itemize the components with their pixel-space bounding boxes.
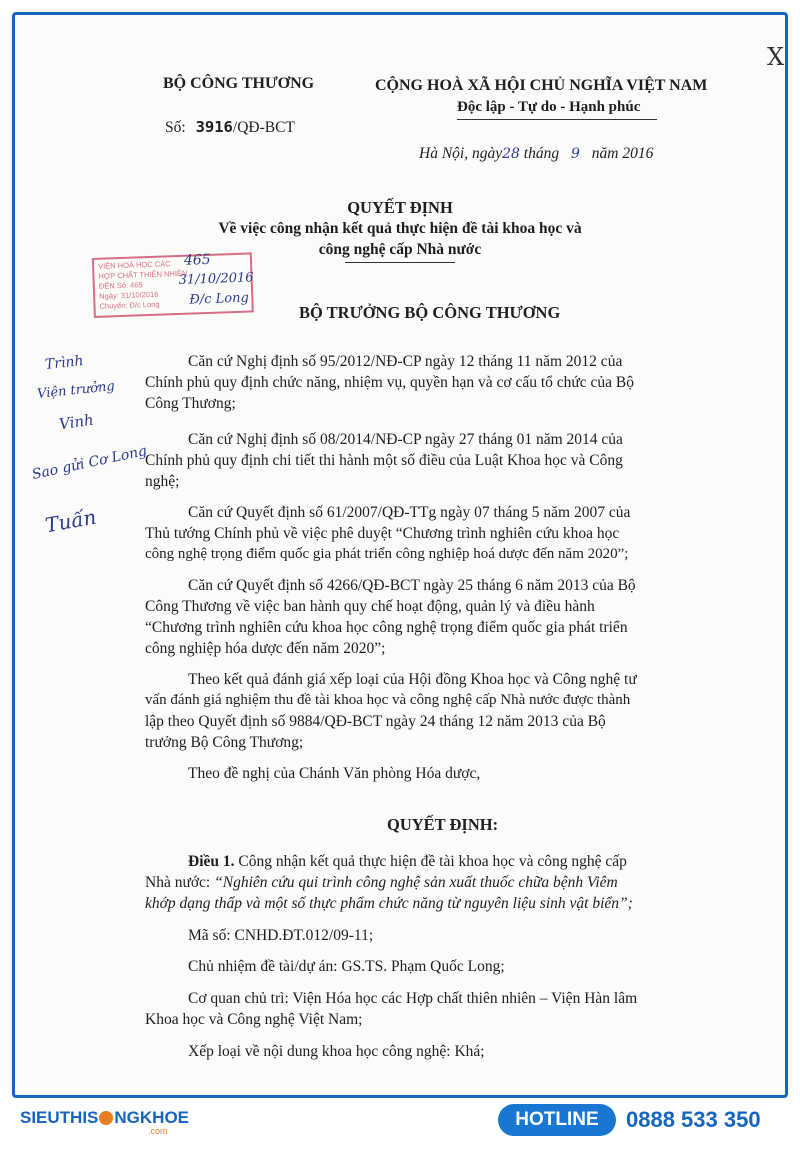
document-frame bbox=[12, 12, 788, 1098]
para5-line: trưởng Bộ Công Thương; bbox=[145, 734, 304, 751]
article1-project-title: “Nghiên cứu qui trình công nghệ sản xuất thuốc chữa bệnh Viêm bbox=[214, 874, 618, 891]
corner-mark: X bbox=[767, 43, 785, 71]
host-agency-line1: Cơ quan chủ trì: Viện Hóa học các Hợp chất thiên nhiên – Viện Hàn lâm bbox=[188, 990, 638, 1007]
title-divider bbox=[345, 262, 455, 263]
motto: Độc lập - Tự do - Hạnh phúc bbox=[457, 99, 641, 115]
para1-line: Chính phủ quy định chức năng, nhiệm vụ, quyền hạn và cơ cấu tổ chức của Bộ bbox=[145, 374, 635, 391]
project-leader: Chủ nhiệm đề tài/dự án: GS.TS. Phạm Quốc Long; bbox=[188, 958, 505, 975]
decision-subject-line1: Về việc công nhận kết quả thực hiện đề tài khoa học và bbox=[218, 220, 582, 237]
para2-line: nghệ; bbox=[145, 473, 180, 490]
place-date-month-label: tháng bbox=[523, 145, 560, 162]
decision-subject-line2: công nghệ cấp Nhà nước bbox=[318, 241, 482, 258]
date-day: 28 bbox=[502, 146, 520, 162]
para4-line: “Chương trình nghiên cứu khoa học công nghệ trọng điểm quốc gia phát triển bbox=[145, 619, 628, 636]
para5-line: lập theo Quyết định số 9884/QĐ-BCT ngày 24 tháng 12 năm 2013 của Bộ bbox=[145, 713, 606, 730]
stamp-handwritten-to: Đ/c Long bbox=[189, 290, 250, 308]
stamp-line: ĐẾN Số: 465 bbox=[98, 280, 143, 291]
received-stamp bbox=[92, 252, 264, 328]
decision-heading: QUYẾT ĐỊNH: bbox=[387, 815, 499, 834]
para5-line: vấn đánh giá nghiệm thu đề tài khoa học và công nghệ cấp Nhà nước được thành bbox=[145, 692, 631, 708]
date-month: 9 bbox=[570, 146, 580, 162]
para4-line: Công Thương về việc ban hành quy chế hoạt động, quản lý và điều hành bbox=[145, 598, 595, 615]
article1-level: Nhà nước: bbox=[145, 874, 211, 891]
logo-domain: .com bbox=[148, 1126, 168, 1136]
stamp-line: HỢP CHẤT THIÊN NHIÊN bbox=[98, 268, 188, 281]
article1-line1 bbox=[188, 853, 627, 871]
number-value: 3916 bbox=[195, 118, 233, 136]
para6-line: Theo đề nghị của Chánh Văn phòng Hóa dược, bbox=[188, 765, 481, 782]
logo-heart-icon bbox=[99, 1111, 113, 1125]
place-date-year: năm 2016 bbox=[591, 145, 654, 162]
authority-title: BỘ TRƯỞNG BỘ CÔNG THƯƠNG bbox=[299, 303, 561, 322]
article1-label: Điều 1. bbox=[188, 853, 235, 870]
motto-underline bbox=[457, 119, 657, 120]
stamp-line: Chuyển: Đ/c Long bbox=[99, 299, 160, 311]
article1-line3: khớp dạng thấp và một số thực phẩm chức năng từ nguyên liệu sinh vật biển”; bbox=[145, 895, 633, 912]
margin-signature-1: Vinh bbox=[57, 410, 95, 434]
para1-line: Công Thương; bbox=[145, 395, 236, 412]
para1-line: Căn cứ Nghị định số 95/2012/NĐ-CP ngày 12 tháng 11 năm 2012 của bbox=[188, 353, 623, 370]
para4-line: công nghiệp hóa dược đến năm 2020”; bbox=[145, 640, 386, 657]
article1-line2 bbox=[145, 874, 618, 892]
number-suffix: /QĐ-BCT bbox=[232, 119, 295, 136]
project-code: Mã số: CNHD.ĐT.012/09-11; bbox=[188, 927, 374, 944]
para3-line: Căn cứ Quyết định số 61/2007/QĐ-TTg ngày 07 tháng 5 năm 2007 của bbox=[188, 504, 631, 521]
logo-text-b: NGKHOE bbox=[114, 1108, 190, 1127]
rating-line: Xếp loại về nội dung khoa học công nghệ: Khá; bbox=[188, 1043, 485, 1060]
margin-note-1: Trình bbox=[44, 353, 85, 373]
decision-title: QUYẾT ĐỊNH bbox=[347, 198, 453, 217]
para2-line: Căn cứ Nghị định số 08/2014/NĐ-CP ngày 27 tháng 01 năm 2014 của bbox=[188, 431, 623, 448]
hotline-phone[interactable]: 0888 533 350 bbox=[626, 1107, 761, 1132]
stamp-line: Ngày: 31/10/2016 bbox=[99, 289, 159, 301]
hotline-button[interactable]: HOTLINE bbox=[498, 1104, 616, 1136]
stamp-line: VIỆN HOÁ HỌC CÁC bbox=[97, 259, 171, 271]
host-agency-line2: Khoa học và Công nghệ Việt Nam; bbox=[145, 1011, 363, 1028]
place-date-prefix: Hà Nội, ngày bbox=[419, 145, 503, 162]
margin-note-2: Viện trưởng bbox=[36, 378, 116, 403]
footer-bar bbox=[0, 1098, 800, 1150]
stamp-handwritten-date: 31/10/2016 bbox=[178, 270, 254, 288]
document-number bbox=[165, 118, 295, 137]
site-logo[interactable] bbox=[20, 1108, 190, 1136]
stamp-handwritten-number: 465 bbox=[183, 251, 211, 269]
ministry-name: BỘ CÔNG THƯƠNG bbox=[163, 75, 315, 92]
para3-line: công nghệ trọng điểm quốc gia phát triển công nghiệp hoá dược đến năm 2020”; bbox=[145, 546, 629, 562]
margin-signature-2: Tuấn bbox=[43, 504, 99, 538]
logo-text-a: SIEUTHIS bbox=[20, 1108, 99, 1127]
document-page bbox=[15, 15, 785, 1095]
para4-line: Căn cứ Quyết định số 4266/QĐ-BCT ngày 25 tháng 6 năm 2013 của Bộ bbox=[188, 577, 636, 594]
para5-line: Theo kết quả đánh giá xếp loại của Hội đồng Khoa học và Công nghệ tư bbox=[188, 671, 637, 688]
para3-line: Thủ tướng Chính phủ về việc phê duyệt “Chương trình nghiên cứu khoa học bbox=[145, 525, 620, 542]
margin-note-3: Sao gửi Cơ Long bbox=[30, 443, 149, 483]
number-label: Số: bbox=[165, 119, 186, 136]
country-name: CỘNG HOÀ XÃ HỘI CHỦ NGHĨA VIỆT NAM bbox=[375, 77, 708, 94]
para2-line: Chính phủ quy định chi tiết thi hành một số điều của Luật Khoa học và Công bbox=[145, 452, 623, 469]
article1-text: Công nhận kết quả thực hiện đề tài khoa học và công nghệ cấp bbox=[238, 853, 627, 870]
place-date bbox=[419, 145, 653, 163]
